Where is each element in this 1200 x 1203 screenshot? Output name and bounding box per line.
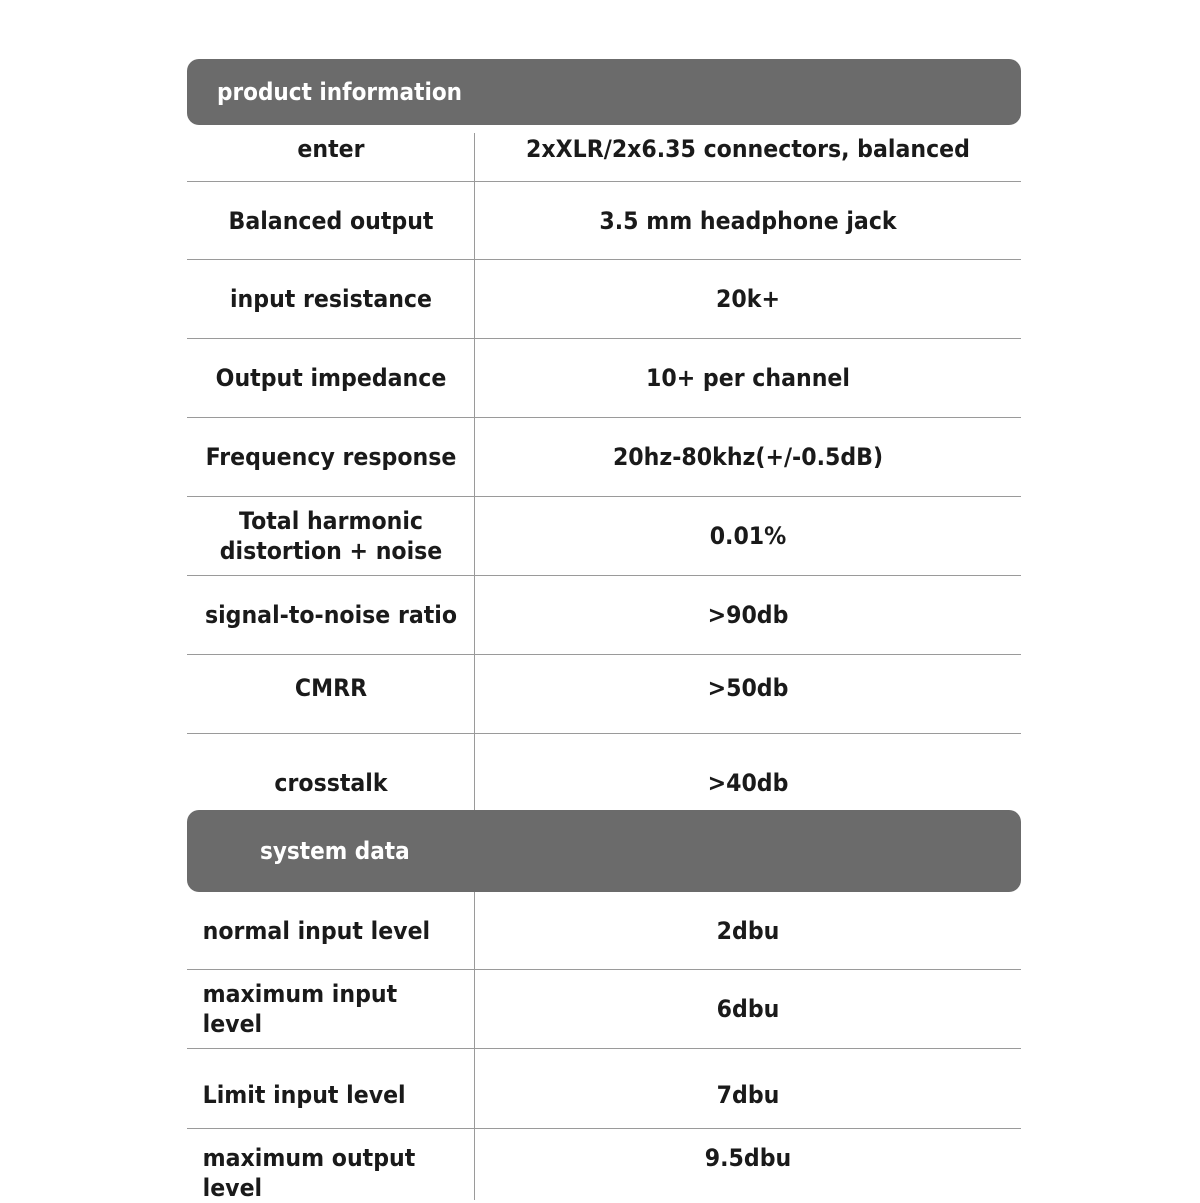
spec-value: 2xXLR/2x6.35 connectors, balanced bbox=[526, 135, 970, 163]
spec-label: CMRR bbox=[294, 674, 368, 702]
spec-value: 6dbu bbox=[716, 995, 780, 1023]
table-row bbox=[187, 339, 1021, 418]
spec-value: 10+ per channel bbox=[646, 364, 850, 392]
system-data-title: system data bbox=[260, 837, 410, 865]
spec-label: maximum input level bbox=[202, 980, 398, 1038]
spec-value: >40db bbox=[707, 768, 789, 797]
spec-value: 20hz-80khz(+/-0.5dB) bbox=[612, 443, 884, 471]
spec-label: maximum output level bbox=[202, 1144, 416, 1202]
table-row bbox=[187, 892, 1021, 970]
table-row bbox=[187, 497, 1021, 576]
spec-label: Total harmonic distortion + noise bbox=[219, 507, 443, 565]
table-row bbox=[187, 576, 1021, 655]
spec-value: >90db bbox=[707, 601, 789, 629]
spec-label: Output impedance bbox=[215, 364, 447, 392]
table-row bbox=[187, 970, 1021, 1049]
table-row bbox=[187, 260, 1021, 339]
table-row bbox=[187, 133, 1021, 182]
spec-label: Frequency response bbox=[205, 443, 457, 471]
spec-label: enter bbox=[297, 135, 365, 163]
spec-value: 9.5dbu bbox=[704, 1144, 792, 1172]
spec-label: normal input level bbox=[202, 916, 431, 945]
spec-label: signal-to-noise ratio bbox=[204, 601, 458, 629]
spec-label: Balanced output bbox=[228, 206, 434, 235]
table-row bbox=[187, 1129, 1021, 1200]
table-row bbox=[187, 418, 1021, 497]
table-row bbox=[187, 182, 1021, 260]
table-row bbox=[187, 1049, 1021, 1129]
spec-value: 7dbu bbox=[716, 1080, 780, 1109]
table-row bbox=[187, 655, 1021, 734]
spec-label: Limit input level bbox=[202, 1080, 406, 1109]
spec-value: 20k+ bbox=[716, 285, 780, 313]
product-information-table bbox=[187, 133, 1021, 811]
system-data-header bbox=[187, 810, 1021, 892]
spec-label: input resistance bbox=[229, 285, 432, 313]
table-row bbox=[187, 734, 1021, 811]
spec-value: >50db bbox=[707, 674, 789, 702]
spec-label: crosstalk bbox=[274, 768, 388, 797]
product-information-header bbox=[187, 59, 1021, 125]
system-data-table bbox=[187, 892, 1021, 1200]
spec-value: 0.01% bbox=[709, 522, 787, 550]
product-information-title: product information bbox=[217, 78, 463, 106]
spec-value: 2dbu bbox=[716, 916, 780, 945]
spec-value: 3.5 mm headphone jack bbox=[599, 206, 897, 235]
